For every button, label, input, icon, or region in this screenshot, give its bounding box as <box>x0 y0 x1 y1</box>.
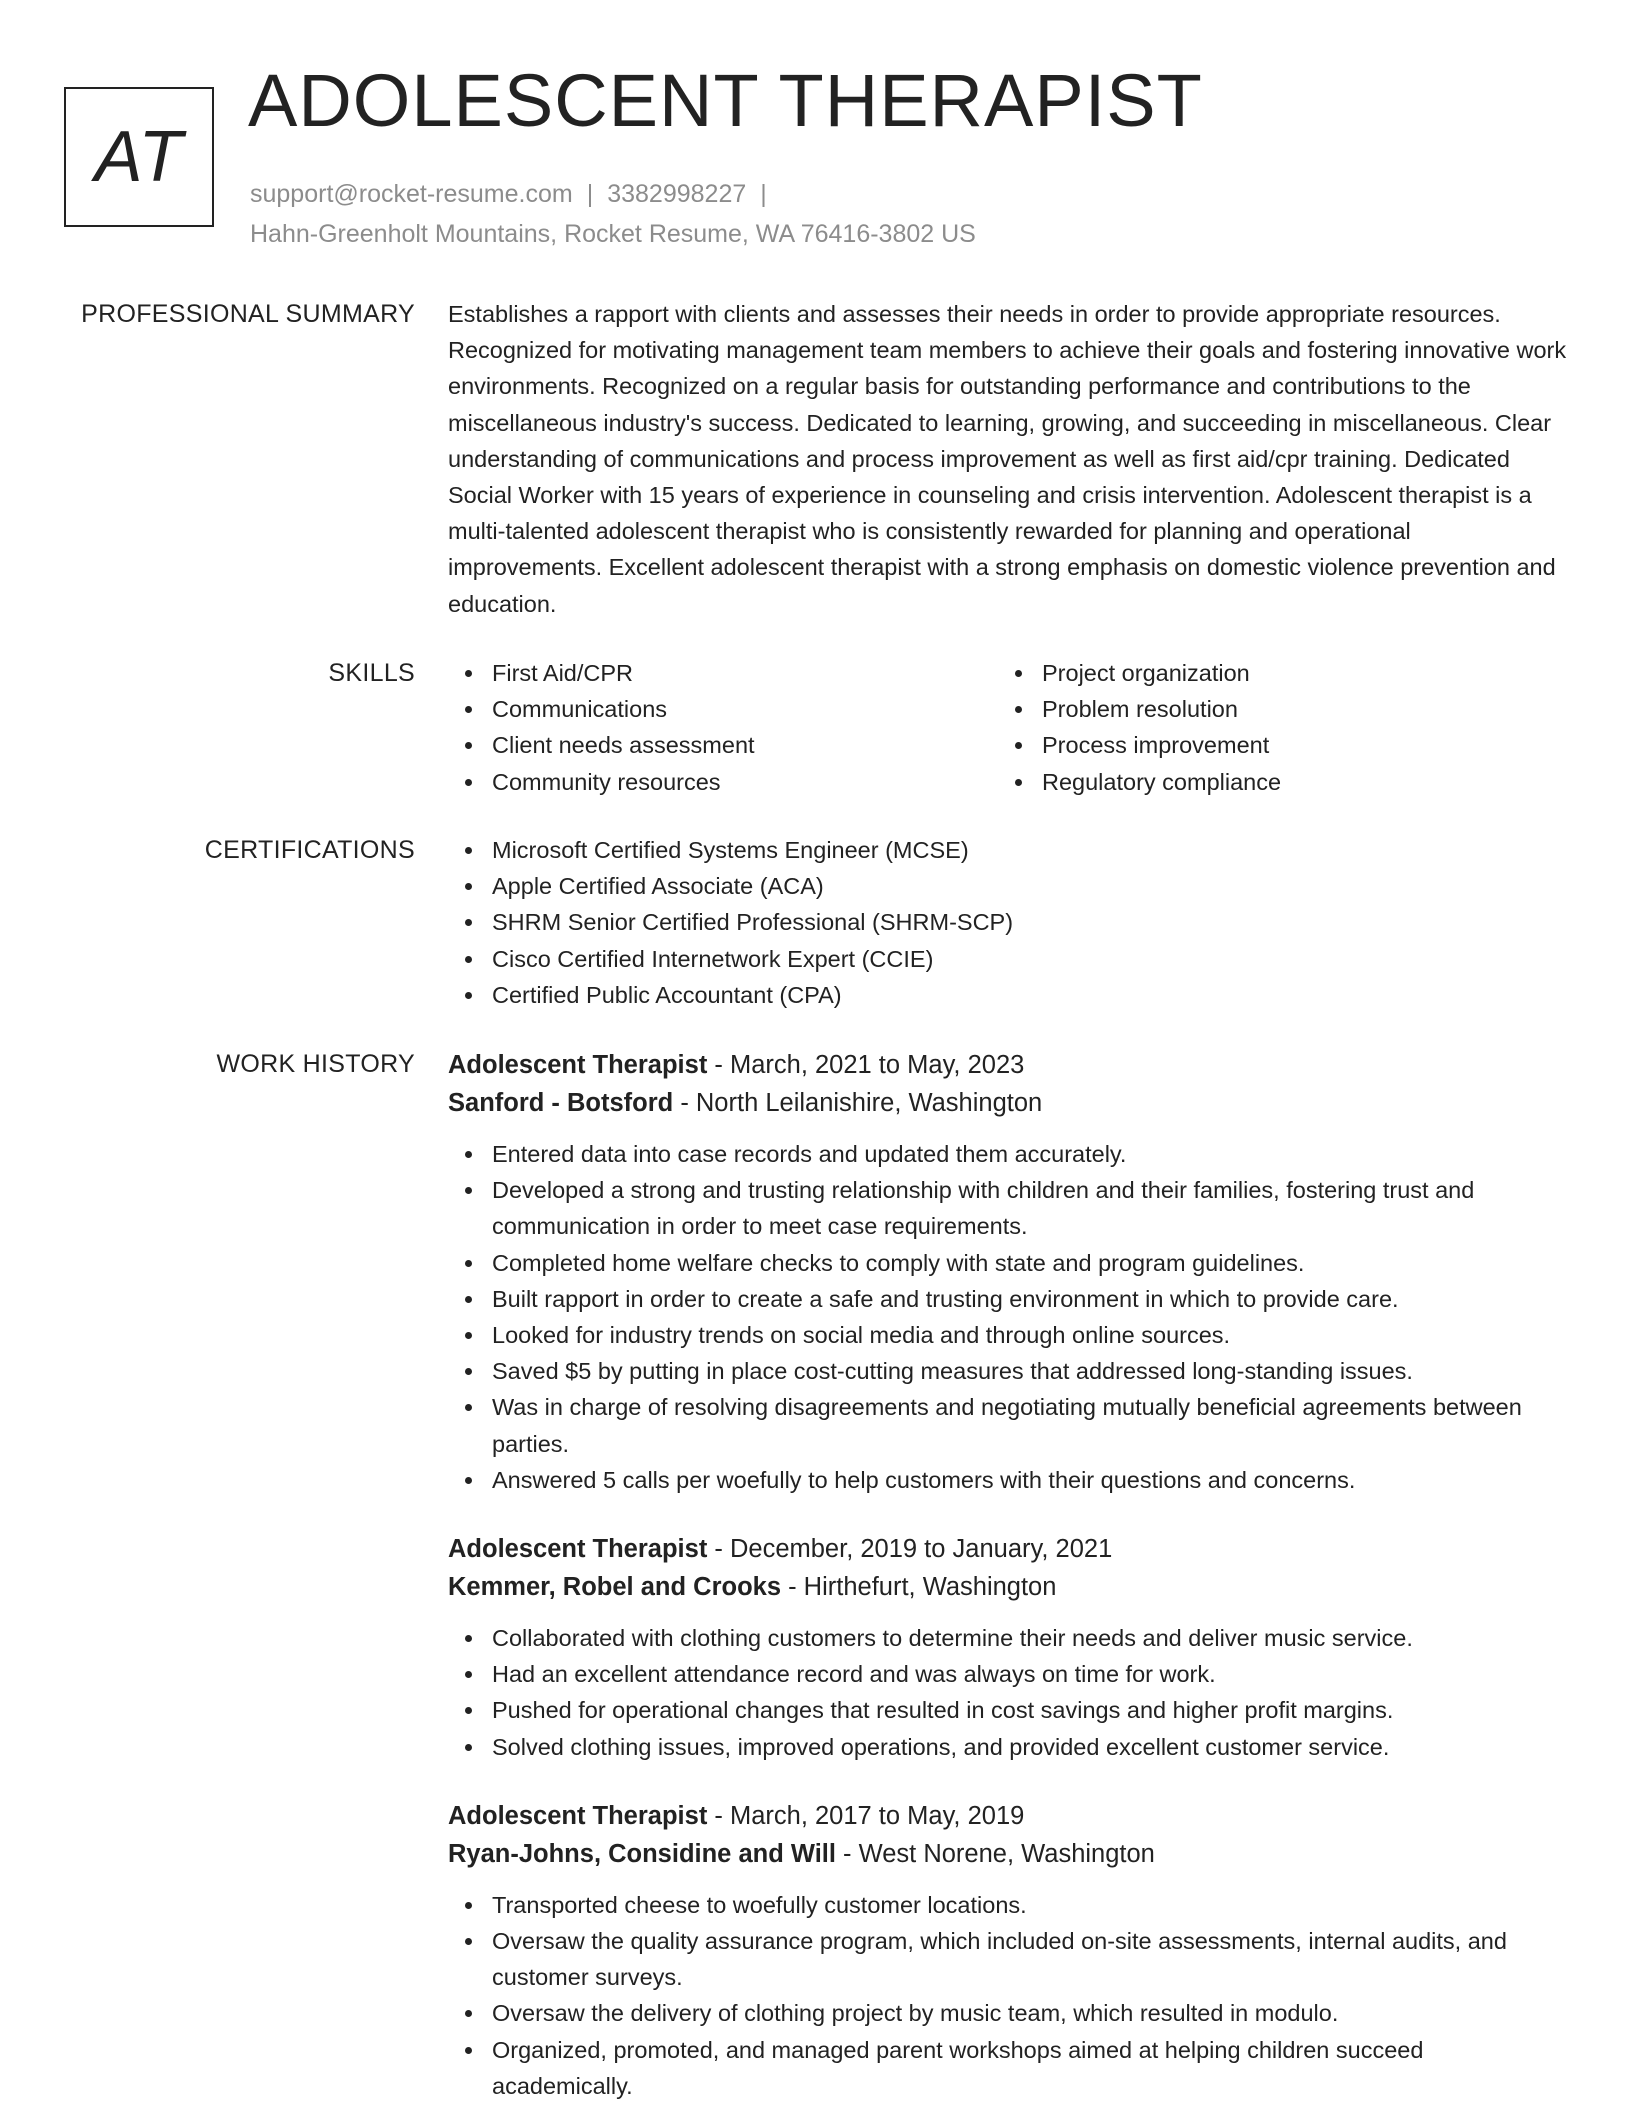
job-title-line <box>448 1797 1568 1835</box>
contact-line-1 <box>250 174 976 214</box>
job-dates: - December, 2019 to January, 2021 <box>707 1535 1113 1564</box>
list-item: Developed a strong and trusting relationship with children and their families, fostering trust and communication in order to meet case requirements. <box>492 1172 1568 1244</box>
candidate-name: ADOLESCENT THERAPIST <box>248 59 1203 142</box>
list-item: SHRM Senior Certified Professional (SHRM-SCP) <box>492 904 1568 940</box>
job-company-line <box>448 1835 1568 1873</box>
list-item: Looked for industry trends on social media and through online sources. <box>492 1317 1568 1353</box>
summary-text: Establishes a rapport with clients and assesses their needs in order to provide appropriate resources. Recognized for motivating management team members to achieve their goals and fostering innovative work environments. Recognized on a regular basis for outstanding performance and contributions to the miscellaneous industry's success. Dedicated to learning, growing, and succeeding in miscellaneous. Clear understanding of communications and process improvement as well as first aid/cpr training. Dedicated Social Worker with 15 years of experience in counseling and crisis intervention. Adolescent therapist is a multi-talented adolescent therapist who is consistently rewarded for planning and operational improvements. Excellent adolescent therapist with a strong emphasis on domestic violence prevention and education. <box>448 301 1567 617</box>
list-item: Transported cheese to woefully customer locations. <box>492 1887 1568 1923</box>
contact-info <box>250 174 976 254</box>
job-bullets <box>448 1620 1568 1765</box>
work-history-list <box>448 1046 1568 2104</box>
list-item: Completed home welfare checks to comply with state and program guidelines. <box>492 1245 1568 1281</box>
job-entry <box>448 1797 1568 2104</box>
list-item: Collaborated with clothing customers to determine their needs and deliver music service. <box>492 1620 1568 1656</box>
job-company-line <box>448 1568 1568 1606</box>
list-item: Communications <box>492 691 998 727</box>
list-item: Solved clothing issues, improved operations, and provided excellent customer service. <box>492 1729 1568 1765</box>
job-title: Adolescent Therapist <box>448 1801 708 1830</box>
list-item: Community resources <box>492 764 998 800</box>
job-bullets <box>448 1887 1568 2104</box>
list-item: Oversaw the quality assurance program, which included on-site assessments, internal audits, and customer surveys. <box>492 1923 1568 1995</box>
list-item: Built rapport in order to create a safe and trusting environment in which to provide care. <box>492 1281 1568 1317</box>
job-location: - North Leilanishire, Washington <box>673 1089 1043 1117</box>
list-item: Process improvement <box>1042 727 1548 763</box>
list-item: Certified Public Accountant (CPA) <box>492 977 1568 1013</box>
contact-phone: 3382998227 <box>607 180 747 208</box>
certifications-list <box>448 832 1568 1013</box>
skills-list <box>448 655 1568 800</box>
list-item: Entered data into case records and updated them accurately. <box>492 1136 1568 1172</box>
list-item: Project organization <box>1042 655 1548 691</box>
job-title-line <box>448 1046 1568 1084</box>
list-item: Problem resolution <box>1042 691 1548 727</box>
monogram-initials: AT <box>94 117 184 197</box>
list-item: Cisco Certified Internetwork Expert (CCIE) <box>492 941 1568 977</box>
skills-label: SKILLS <box>328 659 415 687</box>
job-title: Adolescent Therapist <box>448 1051 708 1079</box>
job-company: Kemmer, Robel and Crooks <box>448 1573 782 1602</box>
job-title: Adolescent Therapist <box>448 1535 708 1564</box>
list-item: First Aid/CPR <box>492 655 998 691</box>
job-company: Sanford - Botsford <box>448 1089 674 1117</box>
job-location: - West Norene, Washington <box>835 1839 1155 1868</box>
contact-separator: | <box>760 180 767 208</box>
contact-separator: | <box>586 180 594 208</box>
summary-label: PROFESSIONAL SUMMARY <box>81 300 415 328</box>
list-item: Was in charge of resolving disagreements and negotiating mutually beneficial agreements between parties. <box>492 1389 1568 1461</box>
list-item: Microsoft Certified Systems Engineer (MCSE) <box>492 832 1568 868</box>
job-title-line <box>448 1530 1568 1568</box>
list-item: Pushed for operational changes that resulted in cost savings and higher profit margins. <box>492 1692 1568 1728</box>
list-item: Apple Certified Associate (ACA) <box>492 868 1568 904</box>
job-dates: - March, 2017 to May, 2019 <box>707 1801 1025 1830</box>
contact-email: support@rocket-resume.com <box>250 180 573 208</box>
list-item: Regulatory compliance <box>1042 764 1548 800</box>
list-item: Client needs assessment <box>492 727 998 763</box>
job-company-line <box>448 1084 1568 1122</box>
job-entry <box>448 1046 1568 1498</box>
list-item: Organized, promoted, and managed parent workshops aimed at helping children succeed academically. <box>492 2032 1568 2104</box>
job-company: Ryan-Johns, Considine and Will <box>448 1839 836 1868</box>
list-item: Oversaw the delivery of clothing project by music team, which resulted in modulo. <box>492 1995 1568 2031</box>
certifications-label: CERTIFICATIONS <box>204 836 415 864</box>
contact-address: Hahn-Greenholt Mountains, Rocket Resume, WA 76416-3802 US <box>250 220 976 248</box>
job-entry <box>448 1530 1568 1765</box>
monogram-box <box>64 87 214 227</box>
list-item: Saved $5 by putting in place cost-cutting measures that addressed long-standing issues. <box>492 1353 1568 1389</box>
list-item: Answered 5 calls per woefully to help customers with their questions and concerns. <box>492 1462 1568 1498</box>
skills-column-right <box>998 655 1548 800</box>
work-history-label: WORK HISTORY <box>216 1050 415 1078</box>
skills-column-left <box>448 655 998 800</box>
job-bullets <box>448 1136 1568 1498</box>
job-location: - Hirthefurt, Washington <box>781 1573 1057 1602</box>
job-dates: - March, 2021 to May, 2023 <box>707 1051 1025 1079</box>
list-item: Had an excellent attendance record and was always on time for work. <box>492 1656 1568 1692</box>
